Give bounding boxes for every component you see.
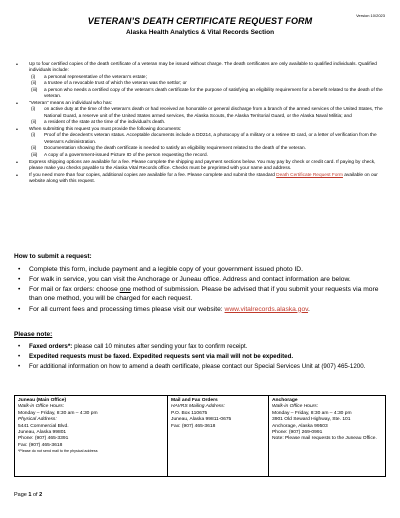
form-title: VETERAN’S DEATH CERTIFICATE REQUEST FORM xyxy=(87,16,313,26)
list-item: • Expedited requests must be faxed. Expedited requests sent via mail will not be expedited. xyxy=(14,353,388,362)
phone-number: Phone: (907) 269-0991 xyxy=(272,430,323,436)
list-item: • For walk in service, you can visit the Anchorage or Juneau office. Address and contact information are below. xyxy=(14,275,388,284)
documents-list xyxy=(29,133,386,159)
list-item: (i) on active duty at the time of the veteran’s death or had received an honorable or general discharge from a branch of the armed services of the United States, The National Guard, a reserve unit of the United States armed services, the Alaska Scouts, the Alaska Territorial Guard, or the Alaska Naval Militia; and xyxy=(31,107,383,119)
phone-number: Phone: (907) 465-3391 xyxy=(18,436,69,442)
office-mail-fax: Mail and Fax Orders HAVRS Mailing Address: P.O. Box 110675 Juneau, Alaska 99811-0675 Fax: (907) 465-3618 xyxy=(167,396,268,476)
office-title: Mail and Fax Orders xyxy=(171,398,218,403)
please-note-heading: Please note: xyxy=(14,331,53,338)
list-item: (ii) Documentation showing the death certificate is needed to satisfy an eligibility requirement related to the death of the veteran. xyxy=(31,146,306,152)
office-juneau: Juneau (Main Office) Walk-in Office Hours: Monday – Friday, 8:30 am – 4:30 pm Physical Address: 5441 Commercial Blvd. Juneau, Alaska 99801 Phone: (907) 465-3391 Fax: (907) 465-3618 *Please do not send mail to the physical address xyxy=(15,396,167,476)
veteran-definition-list xyxy=(29,107,386,126)
requirement-bullet-veteran-definition: • “Veteran” means an individual who has: (i) on active duty at the time of the veteran’s death or had received an honorable or general discharge from a branch of the armed services of the United States, The National Guard, a reserve unit of the United States armed services, the Alaska Scouts, the Alaska Territorial Guard, or the Alaska Naval Militia; and (ii) a resident of the state at the time of the individual’s death. xyxy=(14,101,386,127)
list-item: • Faxed orders*: please call 10 minutes after sending your fax to confirm receipt. xyxy=(14,343,388,352)
office-anchorage: Anchorage Walk-in Office Hours: Monday – Friday, 8:30 am – 4:30 pm 3901 Old Seward Highway, Ste. 101 Anchorage, Alaska 99503 Phone: (907) 269-0991 Note: Please mail requests to the Juneau Office. xyxy=(268,396,385,476)
requirement-bullet-documents: • When submitting this request you must provide the following documents: (i) Proof of the decedent’s veteran status. Acceptable documents include a DD214, a photocopy of a military or a retiree ID card, or a letter of verification from the Veteran’s Administration. (ii) Documentation showing the death certificate is needed to satisfy an eligibility requirement related to the death of the veteran. (iii) A copy of a government-issued Picture ID of the person requesting the record. xyxy=(14,127,386,159)
list-item: • For all current fees and processing times please visit our website: www.vitalrecords.alaska.gov. xyxy=(14,305,388,314)
list-item: (iii) A copy of a government-issued Picture ID of the person requesting the record. xyxy=(31,152,208,158)
list-item: (i) Proof of the decedent’s veteran status. Acceptable documents include a DD214, a photocopy of a military or a retiree ID card, or a letter of verification from the Veteran’s Administration. xyxy=(31,133,377,145)
page-number: Page 1 of 2 xyxy=(14,492,43,498)
office-contact-table xyxy=(14,395,386,477)
requirement-bullet-shipping: • Express shipping options are available for a fee. Please complete the shipping and payment sections below. You may pay by check or credit card. If paying by check, please make you checks payable to the Alaska Vital Records office. Checks must be preprinted with your name and address. xyxy=(14,160,386,173)
how-to-submit-section xyxy=(14,265,388,315)
how-to-submit-heading: How to submit a request: xyxy=(14,253,92,260)
fax-number: Fax: (907) 465-3618 xyxy=(171,423,216,429)
fax-number: Fax: (907) 465-3618 xyxy=(18,442,63,448)
please-note-section xyxy=(14,343,388,373)
death-certificate-form-link[interactable]: Death Certificate Request Form xyxy=(276,172,343,178)
qualified-list xyxy=(29,75,386,101)
requirements-section xyxy=(14,62,386,186)
list-item: (ii) a resident of the state at the time of the individual’s death. xyxy=(31,120,166,126)
list-item: (iii) a person who needs a certified copy of the veteran’s death certificate for the purpose of satisfying an eligibility requirement for a benefit related to the death of the veteran. xyxy=(31,87,383,100)
list-item: • Complete this form, include payment and a legible copy of your government issued photo ID. xyxy=(14,265,388,274)
version-label: Version 10/2023 xyxy=(356,13,385,18)
list-item: • For additional information on how to amend a death certificate, please contact our Special Services Unit at (907) 465-1200. xyxy=(14,363,388,372)
requirement-bullet-additional-copies: • If you need more than four copies, additional copies are available for a fee. Please complete and submit the standard Death Certificate Request Form available on our website along with this request. xyxy=(14,173,386,186)
vital-records-website-link[interactable]: www.vitalrecords.alaska.gov xyxy=(224,305,309,313)
requirement-bullet-qualified: • Up to four certified copies of the death certificate of a veteran may be issued without charge. The death certificates are only available to qualified individuals. Qualified individuals include: (i) a personal representative of the veteran’s estate; (ii) a trustee of a revocable trust of which the veteran was the settlor; or (iii) a person who needs a certified copy of the veteran’s death certificate for the purpose of satisfying an eligibility requirement for a benefit related to the death of the veteran. xyxy=(14,62,386,100)
list-item: (ii) a trustee of a revocable trust of which the veteran was the settlor; or xyxy=(31,81,187,87)
form-subtitle: Alaska Health Analytics & Vital Records Section xyxy=(125,29,275,36)
office-title: Juneau (Main Office) xyxy=(18,398,67,403)
office-title: Anchorage xyxy=(272,398,298,403)
list-item: • For mail or fax orders: choose one method of submission. Please be advised that if you submit your requests via more than one method, you will be charged for each request. xyxy=(14,285,388,303)
list-item: (i) a personal representative of the veteran’s estate; xyxy=(31,74,147,80)
